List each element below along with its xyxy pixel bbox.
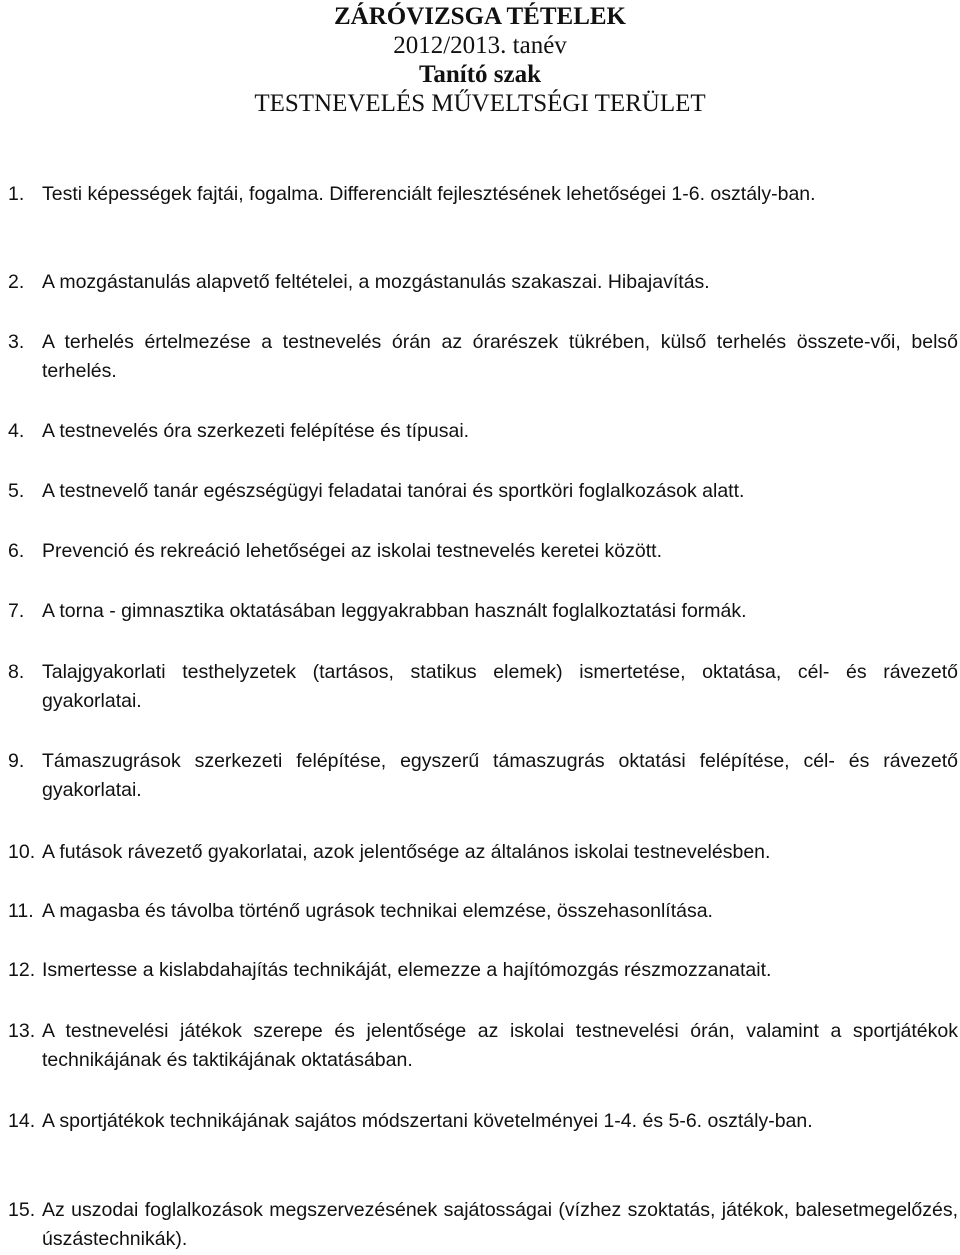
list-item [8,897,958,926]
item-text: A futások rávezető gyakorlatai, azok jelentősége az általános iskolai testnevelésben. [42,841,771,863]
list-item [8,268,958,297]
item-number: 8. [8,661,25,683]
item-text: A torna - gimnasztika oktatásában leggyakrabban használt foglalkoztatási formák. [42,600,747,622]
academic-year: 2012/2013. tanév [393,32,567,59]
list-item [8,417,958,446]
item-number: 12. [8,959,36,981]
item-number: 14. [8,1110,36,1132]
item-number: 4. [8,420,25,442]
item-number: 3. [8,331,25,353]
item-text: Testi képességek fajtái, fogalma. Differenciált fejlesztésének lehetőségei 1-6. osztály-ban. [42,183,816,205]
list-item [8,180,958,209]
item-text: A testnevelő tanár egészségügyi feladatai tanórai és sportköri foglalkozások alatt. [42,480,745,502]
item-text: Az uszodai foglalkozások megszervezésének sajátosságai (vízhez szoktatás, játékok, balesetmegelőzés, úszástechnikák). [42,1199,958,1250]
list-item [8,1017,958,1075]
item-number: 6. [8,540,25,562]
item-number: 13. [8,1020,36,1042]
item-text: A magasba és távolba történő ugrások technikai elemzése, összehasonlítása. [42,900,713,922]
item-text: A mozgástanulás alapvető feltételei, a mozgástanulás szakaszai. Hibajavítás. [42,271,710,293]
item-text: Talajgyakorlati testhelyzetek (tartásos, statikus elemek) ismertetése, oktatása, cél- és rávezető gyakorlatai. [42,661,958,712]
item-number: 1. [8,183,25,205]
subject-area: TESTNEVELÉS MŰVELTSÉGI TERÜLET [254,90,706,117]
item-number: 11. [8,900,34,922]
item-number: 15. [8,1199,36,1221]
item-text: A sportjátékok technikájának sajátos módszertani követelményei 1-4. és 5-6. osztály-ban. [42,1110,813,1132]
list-item [8,328,958,386]
list-item [8,1107,958,1136]
item-text: A testnevelési játékok szerepe és jelentősége az iskolai testnevelési órán, valamint a sportjátékok technikájának és taktikájának oktatásában. [42,1020,958,1071]
item-text: Támaszugrások szerkezeti felépítése, egyszerű támaszugrás oktatási felépítése, cél- és rávezető gyakorlatai. [42,750,958,801]
item-text: A terhelés értelmezése a testnevelés órán az órarészek tükrében, külső terhelés összete-vői, belső terhelés. [42,331,958,382]
list-item [8,597,958,626]
item-number: 9. [8,750,25,772]
list-item [8,1196,958,1254]
list-item [8,838,958,867]
item-number: 2. [8,271,25,293]
item-number: 5. [8,480,25,502]
item-text: Ismertesse a kislabdahajítás technikáját, elemezze a hajítómozgás részmozzanatait. [42,959,772,981]
document-title: ZÁRÓVIZSGA TÉTELEK [333,3,626,30]
list-item [8,658,958,716]
list-item [8,956,958,985]
document-header [0,0,960,118]
item-text: A testnevelés óra szerkezeti felépítése és típusai. [42,420,470,442]
list-item [8,477,958,506]
item-text: Prevenció és rekreáció lehetőségei az iskolai testnevelés keretei között. [42,540,662,562]
program-name: Tanító szak [418,61,542,88]
item-number: 10. [8,841,36,863]
item-number: 7. [8,600,25,622]
list-item [8,537,958,566]
list-item [8,747,958,805]
